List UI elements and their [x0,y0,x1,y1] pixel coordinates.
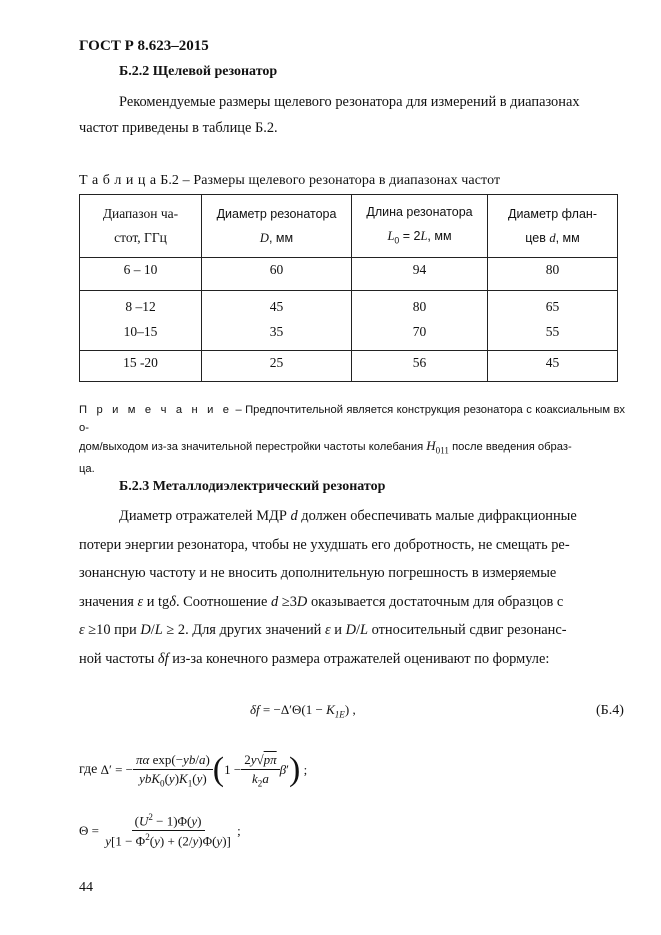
header-frequency-range: Диапазон ча- стот, ГГц [80,195,202,258]
caption-text: Б.2 – Размеры щелевого резонатора в диапазонах частот [160,173,501,188]
header-flange-diameter: Диаметр флан- цев d, мм [488,195,618,258]
cell-length: 80 70 [352,291,488,351]
table-header-row [80,195,618,258]
paragraph-line: частот приведены в таблице Б.2. [79,120,278,136]
section-title-b23: Б.2.3 Металлодиэлектрический резонатор [119,479,386,494]
cell-range: 6 – 10 [80,258,202,291]
table-row [80,258,618,291]
note-label: П р и м е ч а н и е [79,404,233,416]
header-resonator-diameter: Диаметр резонатора D, мм [202,195,352,258]
cell-length: 56 [352,351,488,382]
note-text: дом/выходом из-за значительной перестройки частоты колебания [79,441,424,453]
paragraph-b23: Диаметр отражателей МДР d должен обеспечивать малые дифракционные потери энергии резонатора, чтобы не ухудшать его добротность, не смещать ре- зонансную частоту и не вносить дополнительную погрешность в измеряемые значения ε и tgδ. Соотношение d ≥3D оказывается достаточным для образцов с ε ≥10 при D/L ≥ 2. Для других значений ε и D/L относительный сдвиг резонанс- ной частоты δf из-за конечного размера отражателей оценивают по формуле: [79,508,577,667]
equation-b4: $\delta f = -\Delta'\Theta(1 - K_{1E})$ , [250,702,356,720]
cell-length: 94 [352,258,488,291]
cell-diameter: 45 35 [202,291,352,351]
equation-delta: где Δ′ = − $\frac{\text{πα exp(−yb/a)}}{ybK_0(y)K_1(y)}$ ( 1 − $\frac{2y√p\pi}{k_2a}$ β ′ ) ; [79,751,308,789]
table-row [80,291,618,351]
resonator-size-table [79,194,618,382]
cell-diameter: 60 [202,258,352,291]
table-row [80,351,618,382]
header-resonator-length: Длина резонатора $L_0 = 2L$, мм [352,195,488,258]
paragraph-line: Рекомендуемые размеры щелевого резонатора для измерений в диапазонах [119,94,580,110]
note-text: ца. [79,462,95,475]
page-number: 44 [79,880,93,895]
mode-symbol: $H_{011}$ [426,438,449,456]
section-title-b22: Б.2.2 Щелевой резонатор [119,64,278,79]
cell-range: 15 -20 [80,351,202,382]
cell-flange: 65 55 [488,291,618,351]
table-caption [79,173,500,189]
note-text: – Предпочтительной является конструкция резонатора с коаксиальным вх о- [79,404,625,434]
table-note [79,401,625,478]
paragraph-b22 [79,89,625,141]
cell-diameter: 25 [202,351,352,382]
cell-flange: 45 [488,351,618,382]
equation-number: (Б.4) [596,703,624,718]
document-header: ГОСТ Р 8.623–2015 [79,38,209,54]
cell-range: 8 –12 10–15 [80,291,202,351]
cell-flange: 80 [488,258,618,291]
note-text: после введения образ- [452,441,572,453]
caption-prefix: Т а б л и ц а [79,173,157,188]
equation-theta: Θ = $\frac{(U^2 - 1)\Phi(y)}{y[1 - \Phi^2(y) + (2/y)\Phi(y)]}$ ; [79,812,241,849]
